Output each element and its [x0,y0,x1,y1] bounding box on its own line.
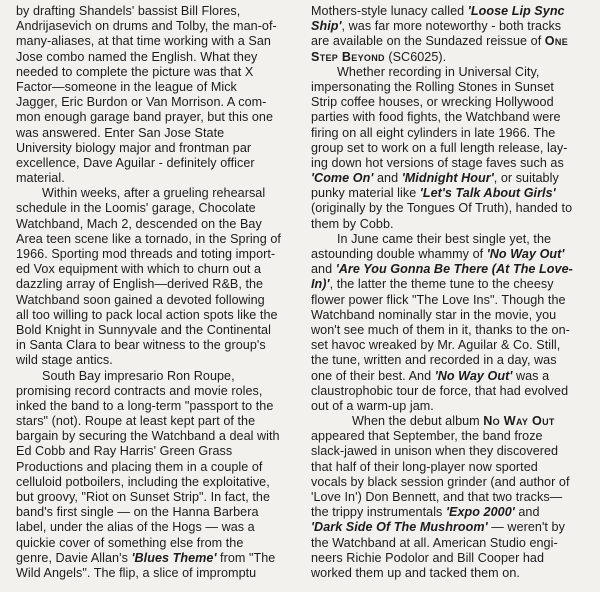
text-run: that half of their long-player now sported [311,459,538,474]
song-title: 'Are You Gonna Be There (At The Love- [335,262,573,277]
text-run: , was far more noteworthy - both tracks [341,19,562,34]
text-line [16,323,288,338]
text-run: one of their best. And [311,368,435,383]
text-run: and [373,171,402,186]
text-line [311,262,585,277]
text-run: flower power flick "The Love Ins". Though the [311,292,566,307]
text-run: Mothers-style lunacy called [311,4,468,18]
text-line [16,201,288,216]
text-line [16,34,288,49]
text-line [311,50,585,65]
text-line [16,475,288,490]
song-title: 'Dark Side Of The Mushroom' [311,520,488,535]
text-run: vocals by black session grinder (and author of [311,474,570,489]
text-run: Ed Cobb and Ray Harris' Green Grass [16,444,233,459]
text-run: South Bay impresario Ron Roupe, [42,368,235,383]
text-run: parties with food fights, the Watchband were [311,110,561,125]
text-run: University biology major and frontman par [16,140,252,155]
song-title: Ship' [311,19,342,34]
text-run: material. [16,171,65,186]
text-run: excellence, Dave Aguilar - definitely officer [16,155,255,170]
text-line [16,414,288,429]
text-line [311,444,585,459]
text-run: dazzling array of English—derived R&B, the [16,277,264,292]
text-run: group set to work on a full length release, lay- [311,140,568,155]
text-line [311,232,585,247]
text-line [16,369,288,384]
text-line [16,95,288,110]
text-line [16,338,288,353]
text-line [311,277,585,292]
song-title: 'No Way Out' [486,247,565,261]
text-run: Watchband, Mach 2, descended on the Bay [16,216,262,231]
text-run: inked the band to a long-term "passport to the [16,398,274,413]
text-run: Productions and placing them in a couple of [16,459,263,474]
text-run: — weren't by [487,520,565,535]
right-text-column [311,4,585,581]
text-run: promising record contracts and movie roles, [16,383,263,398]
song-title: 'Midnight Hour' [401,171,494,186]
text-run: When the debut album [352,414,484,429]
text-line [311,399,585,414]
text-line [16,4,288,19]
text-run: Wild Angels". The flip, a slice of impromptu [16,565,257,580]
text-line [311,80,585,95]
text-run: slack-jawed in unison when they discovered [311,444,559,459]
text-run: bargain by securing the Watchband a deal with [16,429,280,444]
text-run: firing on all eight cylinders in late 1966. The [311,125,556,140]
text-run: was a [512,368,550,383]
text-run: ed Vox equipment with which to churn out a [16,262,262,277]
text-run: impersonating the Rolling Stones in Sunset [311,79,554,94]
text-run: mon enough garage band prayer, but this one [16,110,274,125]
text-line [311,186,585,201]
text-line [16,141,288,156]
text-line [311,353,585,368]
text-line [16,536,288,551]
text-line [311,536,585,551]
text-line [16,50,288,65]
text-line [16,217,288,232]
text-run: many-aliases, at that time working with a San [16,34,271,49]
text-run: wild stage antics. [16,353,113,368]
text-run: astounding double whammy of [311,247,487,261]
text-line [16,399,288,414]
text-run: band's first single — on the Hanna Barbera [16,505,259,520]
text-run: are available on the Sundazed reissue of [311,34,545,49]
song-title: In)' [311,277,330,292]
album-title: No Way Out [483,414,555,429]
text-line [16,126,288,141]
text-run: (originally by the Tongues Of Truth), handed to [311,201,573,216]
text-line [311,566,585,581]
text-line [16,232,288,247]
text-line [16,156,288,171]
text-run: punky material like [311,186,420,201]
text-line [16,444,288,459]
text-run: Watchband soon gained a devoted following [16,292,265,307]
text-line [16,429,288,444]
text-run: them by Cobb. [311,216,394,231]
text-line [311,429,585,444]
text-line [311,323,585,338]
text-line [16,566,288,581]
album-title: Step Beyond [311,49,385,64]
text-run: Watchband nominally star in the movie, you [311,307,557,322]
text-run: won't see much of them in it, thanks to the on- [311,322,570,337]
text-run: Factor—someone in the league of Mick [16,79,237,94]
text-run: Bold Knight in Sunnyvale and the Continental [16,322,271,337]
text-run: schedule in the Loomis' garage, Chocolate [16,201,256,216]
text-run: worked them up and tacked them on. [311,565,520,580]
text-run: claustrophobic tour de force, that had evolved [311,383,569,398]
text-run: quickie cover of something else from the [16,535,244,550]
text-run: in Santa Clara to bear witness to the group's [16,338,266,353]
text-run: the trippy instrumentals [311,505,446,520]
text-run: Jose combo named the English. What they [16,49,258,64]
song-title: 'No Way Out' [434,368,513,383]
text-run: the tune, written and recorded in a day, was [311,353,557,368]
text-line [311,338,585,353]
text-line [311,34,585,49]
text-line [311,126,585,141]
text-run: was answered. Enter San Jose State [16,125,225,140]
text-line [311,475,585,490]
text-line [16,293,288,308]
text-run: stars" (not). Roupe at least kept part of the [16,414,256,429]
song-title: 'Blues Theme' [131,550,217,565]
text-line [311,490,585,505]
text-line [16,277,288,292]
text-run: Andrijasevich on drums and Tolby, the man-of- [16,19,277,34]
text-line [16,110,288,125]
text-line [311,369,585,384]
text-line [16,384,288,399]
text-run: neers Richie Podolor and Bill Cooper had [311,550,545,565]
text-run: Jagger, Eric Burdon or Van Morrison. A com- [16,95,267,110]
text-run: celluloid potboilers, including the exploitative, [16,474,270,489]
text-line [311,217,585,232]
text-run: , or suitably [493,171,559,186]
text-line [311,4,585,19]
text-line [311,110,585,125]
text-run: label, under the alias of the Hogs — was a [16,520,255,535]
text-run: (SC6025). [384,49,447,64]
text-line [16,505,288,520]
text-line [311,293,585,308]
text-line [311,141,585,156]
text-run: 'Love In') Don Bennett, and that two tracks— [311,490,563,504]
text-run: by drafting Shandels' bassist Bill Flores, [16,4,241,18]
song-title: 'Let's Talk About Girls' [419,186,556,201]
text-run: In June came their best single yet, the [337,231,552,246]
text-line [311,171,585,186]
text-line [311,505,585,520]
text-line [16,353,288,368]
text-line [16,65,288,80]
text-line [16,520,288,535]
text-line [16,308,288,323]
text-line [311,95,585,110]
text-line [16,80,288,95]
text-line [16,186,288,201]
text-run: but groovy, "Riot on Sunset Strip". In fact, the [16,490,271,504]
text-line [311,551,585,566]
text-line [311,156,585,171]
text-line [311,201,585,216]
song-title: 'Loose Lip Sync [467,4,565,18]
text-run: appeared that September, the band froze [311,429,543,444]
text-line [16,551,288,566]
text-run: 1966. Sporting mod threads and toting import- [16,247,276,261]
text-line [311,414,585,429]
song-title: 'Expo 2000' [445,505,515,520]
text-run: all too willing to pack local action spots like the [16,307,278,322]
text-run: from "The [216,550,276,565]
text-run: the Watchband at all. American Studio engi- [311,535,558,550]
text-line [311,520,585,535]
text-line [311,384,585,399]
left-text-column [16,4,288,581]
text-line [16,171,288,186]
album-title: One [544,34,568,49]
text-line [311,460,585,475]
text-run: and [514,505,540,520]
text-line [16,460,288,475]
text-run: and [311,262,336,277]
text-line [16,247,288,262]
text-run: genre, Davie Allan's [16,550,132,565]
song-title: 'Come On' [311,171,374,186]
text-run: out of a warm-up jam. [311,398,434,413]
text-line [16,262,288,277]
text-line [311,247,585,262]
text-line [311,65,585,80]
text-line [311,308,585,323]
text-run: set havoc wreaked by Mr. Aguilar & Co. Still, [311,338,561,353]
text-run: Whether recording in Universal City, [337,64,540,79]
text-run: Strip coffee houses, or wrecking Hollywood [311,95,554,110]
text-run: needed to complete the picture was that X [16,64,254,79]
text-run: Area teen scene like a tornado, in the Spring of [16,231,281,246]
text-run: ing down hot versions of stage faves such as [311,155,564,170]
text-run: , the latter the theme tune to the cheesy [329,277,554,292]
text-run: Within weeks, after a grueling rehearsal [42,186,266,201]
text-line [16,490,288,505]
text-line [16,19,288,34]
text-line [311,19,585,34]
